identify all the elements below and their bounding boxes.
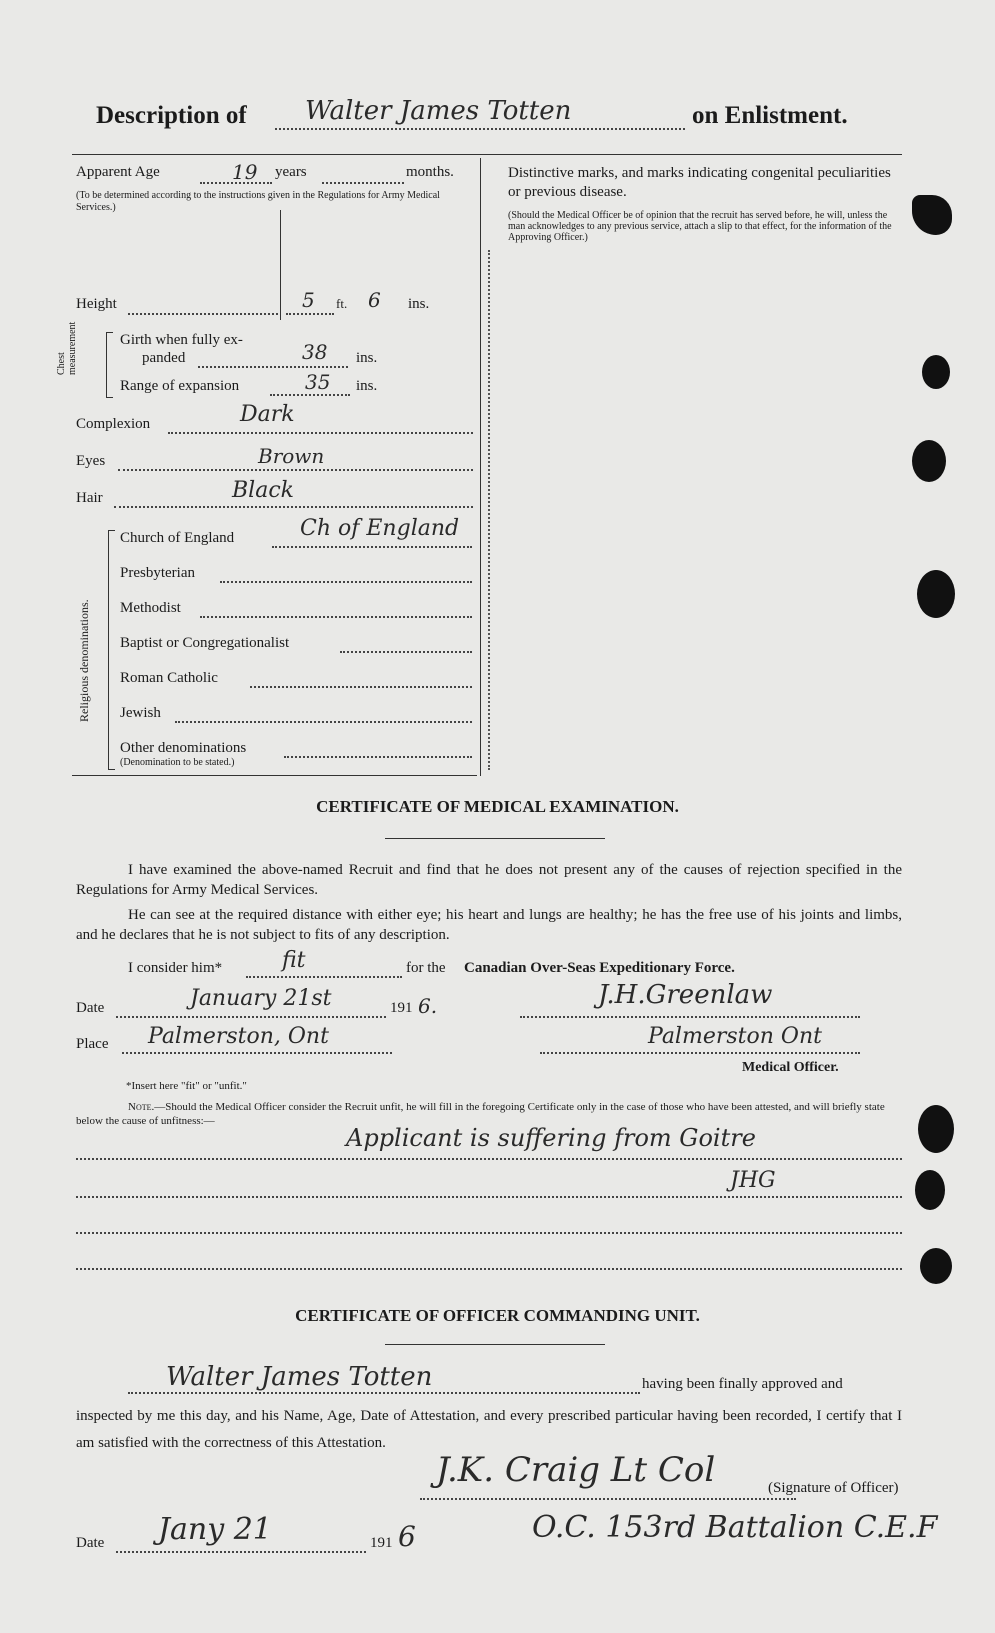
consider-label: I consider him* [128,960,223,976]
age-note: (To be determined according to the instructions given in the Regulations for Army Medical Services.) [76,190,440,213]
medical-date-label: Date [76,1000,105,1016]
commanding-year-value: 6 [398,1520,416,1553]
hair-dots [114,506,473,508]
consider-suffix: for the [406,960,446,976]
religion-church-of-england-label: Church of England [120,530,235,546]
religion-methodist-label: Methodist [120,600,181,616]
religion-row-2-dots [220,581,472,583]
religion-side-label: Religious denominations. [77,599,91,722]
note-lead: Note. [128,1101,155,1113]
commanding-year-printed: 191 [370,1535,393,1551]
medical-para-2: He can see at the required distance with either eye; his heart and lungs are healthy; he has the free use of his joints and limbs, and he declares that he is not subject to fits of any description. [76,907,902,943]
complexion-value: Dark [240,402,295,427]
title-suffix: on Enlistment. [692,102,848,129]
medical-heading: CERTIFICATE OF MEDICAL EXAMINATION. [316,797,679,816]
religion-row-3-dots [200,616,472,618]
top-rule [72,154,902,155]
eyes-dots [118,469,473,471]
binder-hole-4 [918,1105,954,1153]
girth-label-1: Girth when fully ex- [120,332,243,348]
chest-side-label: Chest measurement [56,321,78,375]
commanding-heading: CERTIFICATE OF OFFICER COMMANDING UNIT. [295,1306,700,1325]
girth-dots [198,366,348,368]
complexion-dots [168,432,473,434]
hair-label: Hair [76,490,103,506]
unfit-line-3 [76,1232,902,1234]
girth-label-2: panded [142,350,186,366]
commanding-date-value: Jany 21 [158,1512,272,1547]
height-label: Height [76,296,117,312]
girth-value: 38 [302,340,328,364]
medical-officer-signature: J.H.Greenlaw [598,980,773,1010]
name-dotted-line [275,128,685,130]
unfit-line-1 [76,1158,902,1160]
marks-dotted-margin [488,250,490,770]
age-years-value: 19 [232,160,258,184]
commanding-unit: O.C. 153rd Battalion C.E.F [532,1510,938,1545]
commanding-signature-dots [420,1498,796,1500]
girth-unit: ins. [356,350,378,366]
binder-hole-1 [922,355,950,389]
religion-jewish-label: Jewish [120,705,161,721]
consider-dots [246,976,402,978]
range-dots [270,394,350,396]
recruit-name: Walter James Totten [305,96,572,126]
marks-heading: Distinctive marks, and marks indicating congenital peculiarities or previous disease. [508,165,891,200]
religion-row-4-dots [340,651,472,653]
commanding-heading-rule [385,1344,605,1345]
binder-hole-7 [912,195,952,235]
religion-roman-catholic-label: Roman Catholic [120,670,218,686]
age-months-label: months. [406,164,454,180]
range-value: 35 [305,370,331,394]
age-years-dots [200,182,272,184]
range-unit: ins. [356,378,378,394]
medical-signature-dots [520,1016,860,1018]
age-months-dots [322,182,404,184]
unfit-line-2 [76,1196,902,1198]
commanding-text-2: inspected by me this day, and his Name, Age, Date of Attestation, and every prescribed particular having been recorded, I certify that I am satisfied with the correctness of this Attestation. [76,1408,902,1451]
medical-place-label: Place [76,1036,109,1052]
chest-brace [106,332,113,398]
binder-hole-3 [917,570,955,618]
range-label: Range of expansion [120,378,240,394]
hair-value: Black [232,478,294,503]
unfit-line-4 [76,1268,902,1270]
medical-place-dots [122,1052,392,1054]
unfit-initials: JHG [730,1168,776,1193]
inner-divider [280,210,281,320]
commanding-name-value: Walter James Totten [166,1362,433,1392]
consider-value: fit [282,948,306,973]
age-years-label: years [275,164,307,180]
medical-year-printed: 191 [390,1000,413,1016]
column-divider [480,158,481,776]
medical-date-dots [116,1016,386,1018]
commanding-signature: J.K. Craig Lt Col [436,1450,716,1490]
religion-church-of-england-value: Ch of England [300,516,460,541]
binder-hole-2 [912,440,946,482]
height-ft-dots [286,313,334,315]
commanding-name-dots [128,1392,640,1394]
insert-note: *Insert here "fit" or "unfit." [126,1080,247,1092]
left-bottom-rule [72,775,477,776]
height-dots [128,313,278,315]
religion-row-6-dots [175,721,472,723]
medical-heading-rule [385,838,605,839]
force-name: Canadian Over-Seas Expeditionary Force. [464,960,735,976]
height-ft-label: ft. [336,296,348,311]
religion-other-label: Other denominations [120,740,247,756]
religion-other-note: (Denomination to be stated.) [120,757,235,768]
height-in-label: ins. [408,296,430,312]
title-prefix: Description of [96,102,247,129]
height-in-value: 6 [368,288,381,312]
medical-officer-label: Medical Officer. [742,1060,839,1075]
religion-row-5-dots [250,686,472,688]
medical-year-value: 6. [418,994,438,1018]
age-label: Apparent Age [76,164,160,180]
religion-row-1-dots [272,546,472,548]
unfit-reason: Applicant is suffering from Goitre [346,1124,756,1152]
religion-presbyterian-label: Presbyterian [120,565,195,581]
binder-hole-6 [920,1248,952,1284]
medical-date-value: January 21st [190,986,332,1011]
commanding-signature-label: (Signature of Officer) [768,1480,899,1496]
note-text: —Should the Medical Officer consider the Recruit unfit, he will fill in the foregoing Certificate only in the case of those who have been attested, and will briefly state below the cause of unfitness:— [76,1101,885,1127]
commanding-date-dots [116,1551,366,1553]
commanding-text-1: having been finally approved and [642,1376,843,1392]
medical-place-value: Palmerston, Ont [148,1024,329,1049]
religion-baptist-label: Baptist or Congregationalist [120,635,290,651]
eyes-label: Eyes [76,453,106,469]
binder-hole-5 [915,1170,945,1210]
medical-signature-place: Palmerston Ont [648,1024,822,1049]
medical-para-1: I have examined the above-named Recruit and find that he does not present any of the causes of rejection specified in the Regulations for Army Medical Services. [76,862,902,898]
medical-signature-place-dots [540,1052,860,1054]
complexion-label: Complexion [76,416,151,432]
religion-brace [108,530,115,770]
marks-note: (Should the Medical Officer be of opinion that the recruit has served before, he will, unless the man acknowledges to any previous service, attach a slip to that effect, for the information of the Approving Officer.) [508,210,892,243]
eyes-value: Brown [258,444,325,468]
height-ft-value: 5 [302,288,315,312]
commanding-date-label: Date [76,1535,105,1551]
